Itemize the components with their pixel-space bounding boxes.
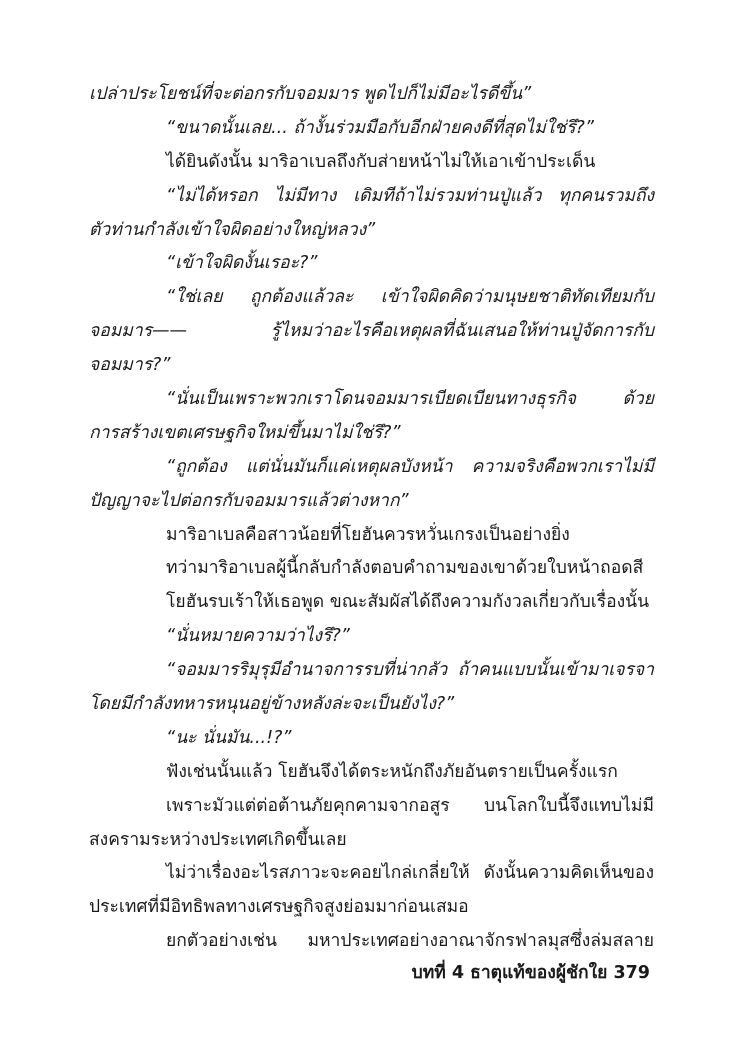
text-line: ฟังเช่นนั้นแล้ว โยฮันจึงได้ตระหนักถึงภัยอันตรายเป็นครั้งแรก [166, 761, 618, 782]
text-line: เพราะมัวแต่ต่อต้านภัยคุกคามจากอสูร บนโลกใบนี้จึงแทบไม่มี [166, 795, 654, 816]
text-line: ไม่ว่าเรื่องอะไรสภาวะจะคอยไกล่เกลี่ยให้ ดังนั้นความคิดเห็นของ [166, 863, 654, 884]
text-line: ได้ยินดังนั้น มาริอาเบลถึงกับส่ายหน้าไม่ให้เอาเข้าประเด็น [166, 151, 596, 172]
text-line: “ถูกต้อง แต่นั่นมันก็แค่เหตุผลบังหน้า ความจริงคือพวกเราไม่มี [166, 456, 654, 477]
text-line: “ใช่เลย ถูกต้องแล้วละ เข้าใจผิดคิดว่ามนุษยชาติทัดเทียมกับ [166, 287, 654, 308]
text-line: “นั่นเป็นเพราะพวกเราโดนจอมมารเบียดเบียนทางธุรกิจ ด้วย [166, 389, 654, 410]
text-line: “เข้าใจผิดงั้นเรอะ?” [166, 253, 318, 274]
text-line: ปัญญาจะไปต่อกรกับจอมมารแล้วต่างหาก” [89, 490, 409, 511]
text-line: ประเทศที่มีอิทธิพลทางเศรษฐกิจสูงย่อมมาก่อนเสมอ [89, 897, 469, 918]
text-line: ยกตัวอย่างเช่น มหาประเทศอย่างอาณาจักรฟาลมุสซึ่งล่มสลาย [166, 931, 654, 952]
text-line: “จอมมารริมุรุมีอำนาจการรบที่น่ากลัว ถ้าคนแบบนั้นเข้ามาเจรจา [166, 660, 654, 681]
text-line: การสร้างเขตเศรษฐกิจใหม่ขึ้นมาไม่ใช่รึ?” [89, 422, 401, 443]
text-line: มาริอาเบลคือสาวน้อยที่โยฮันควรหวั่นเกรงเป็นอย่างยิ่ง [166, 524, 570, 545]
text-line: จอมมาร?” [89, 355, 171, 376]
text-line: โยฮันรบเร้าให้เธอพูด ขณะสัมผัสได้ถึงความกังวลเกี่ยวกับเรื่องนั้น [166, 592, 650, 613]
text-line: โดยมีกำลังทหารหนุนอยู่ข้างหลังล่ะจะเป็นยังไง?” [89, 694, 455, 715]
body-text [89, 78, 654, 959]
text-line: ทว่ามาริอาเบลผู้นี้กลับกำลังตอบคำถามของเขาด้วยใบหน้าถอดสี [166, 558, 644, 579]
running-head: บทที่ 4 ธาตุแท้ของผู้ชักใย 379 [411, 963, 650, 983]
text-line: จอมมาร—— รู้ไหมว่าอะไรคือเหตุผลที่ฉันเสนอให้ท่านปู่จัดการกับ [89, 321, 654, 342]
text-line: “ขนาดนั้นเลย... ถ้างั้นร่วมมือกับอีกฝ่ายคงดีที่สุดไม่ใช่รึ?” [166, 117, 594, 138]
text-line: เปล่าประโยชน์ที่จะต่อกรกับจอมมาร พูดไปก็ไม่มีอะไรดีขึ้น” [89, 84, 532, 104]
text-line: สงครามระหว่างประเทศเกิดขึ้นเลย [89, 829, 347, 850]
text-line: “ไม่ได้หรอก ไม่มีทาง เดิมทีถ้าไม่รวมท่านปู่แล้ว ทุกคนรวมถึง [166, 185, 654, 206]
text-line: “นั่นหมายความว่าไงรึ?” [166, 626, 350, 647]
text-line: “นะ นั่นมัน...!?” [166, 727, 292, 748]
text-line: ตัวท่านกำลังเข้าใจผิดอย่างใหญ่หลวง” [89, 219, 376, 240]
